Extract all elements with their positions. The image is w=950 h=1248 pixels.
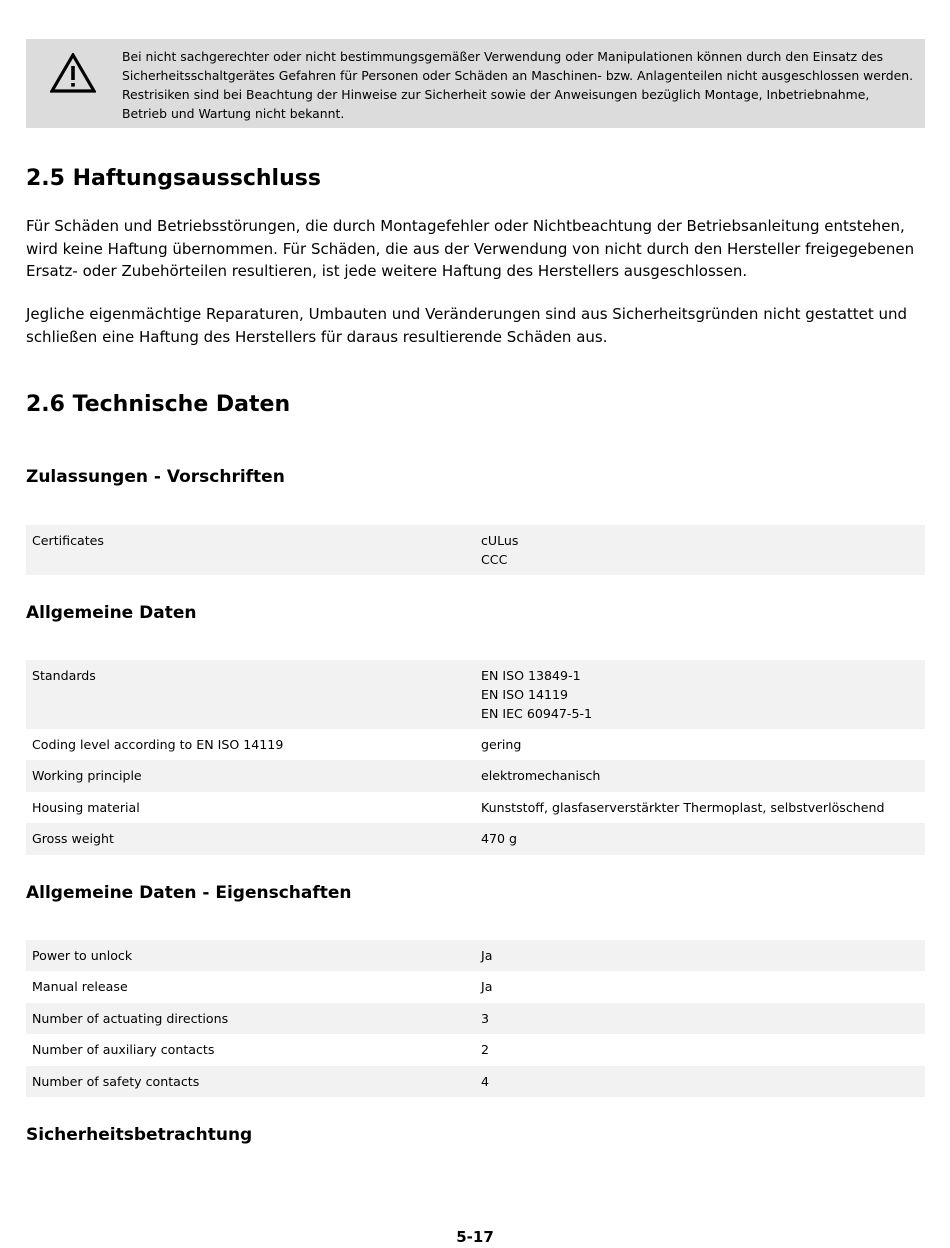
row-key: Manual release bbox=[32, 979, 128, 995]
warning-text bbox=[122, 47, 919, 123]
row-value: gering bbox=[481, 737, 522, 752]
table-row bbox=[26, 1034, 925, 1065]
table-row bbox=[26, 823, 925, 854]
disclaimer-paragraph-1: Für Schäden und Betriebsstörungen, die durch Montagefehler oder Nichtbeachtung der Betriebsanleitung entstehen, wird keine Haftung übernommen. Für Schäden, die aus der Verwendung von nicht durch den Hersteller freigegebenen Ersatz- oder Zubehörteilen resultieren, ist jede weitere Haftung des Herstellers ausgeschlossen. bbox=[26, 217, 915, 280]
table-row bbox=[26, 660, 925, 729]
table-row bbox=[26, 1003, 925, 1034]
page-number: 5-17 bbox=[456, 1228, 494, 1246]
warning-line: Bei nicht sachgerechter oder nicht bestimmungsgemäßer Verwendung oder Manipulationen können durch den Einsatz des bbox=[122, 49, 884, 64]
row-value: Ja bbox=[481, 948, 493, 963]
row-key: Housing material bbox=[32, 799, 140, 815]
row-key: Gross weight bbox=[32, 831, 114, 847]
table-row bbox=[26, 940, 925, 971]
general-data-heading: Allgemeine Daten bbox=[26, 603, 197, 623]
row-value: 4 bbox=[481, 1073, 490, 1089]
row-key: Number of actuating directions bbox=[32, 1010, 229, 1026]
row-value bbox=[475, 525, 925, 575]
row-key: Number of auxiliary contacts bbox=[32, 1042, 215, 1058]
table-row bbox=[26, 1066, 925, 1097]
properties-heading: Allgemeine Daten - Eigenschaften bbox=[26, 883, 352, 903]
row-key: Standards bbox=[32, 668, 96, 683]
value-line: cULus bbox=[481, 533, 519, 548]
approvals-heading: Zulassungen - Vorschriften bbox=[26, 467, 285, 487]
document-page bbox=[26, 39, 925, 1145]
value-line: EN ISO 13849-1 bbox=[481, 668, 581, 683]
table-row bbox=[26, 792, 925, 823]
warning-box bbox=[26, 39, 925, 128]
properties-table bbox=[26, 940, 925, 1097]
section-2-5-title: 2.5 Haftungsausschluss bbox=[26, 166, 321, 191]
table-row bbox=[26, 971, 925, 1002]
safety-heading: Sicherheitsbetrachtung bbox=[26, 1125, 253, 1145]
row-key: Number of safety contacts bbox=[32, 1073, 200, 1089]
row-value: 3 bbox=[481, 1010, 490, 1026]
general-data-table bbox=[26, 660, 925, 855]
row-value: 470 g bbox=[481, 831, 518, 847]
warning-triangle-icon bbox=[50, 53, 96, 93]
row-key: Working principle bbox=[32, 768, 142, 784]
row-key: Certificates bbox=[32, 533, 104, 548]
row-value: Kunststoff, glasfaserverstärkter Thermoplast, selbstverlöschend bbox=[481, 799, 885, 815]
warning-line: Betrieb und Wartung nicht bekannt. bbox=[122, 106, 345, 121]
value-line: CCC bbox=[481, 552, 508, 567]
table-row bbox=[26, 760, 925, 791]
disclaimer-paragraph-2: Jegliche eigenmächtige Reparaturen, Umbauten und Veränderungen sind aus Sicherheitsgründen nicht gestattet und schließen eine Haftung des Herstellers für daraus resultierende Schäden aus. bbox=[26, 305, 908, 346]
row-value: 2 bbox=[481, 1042, 490, 1058]
row-value: Ja bbox=[481, 979, 493, 995]
value-line: EN ISO 14119 bbox=[481, 687, 569, 702]
value-line: EN IEC 60947-5-1 bbox=[481, 706, 593, 721]
row-value: elektromechanisch bbox=[481, 768, 601, 784]
row-key: Power to unlock bbox=[32, 948, 133, 963]
section-2-6-title: 2.6 Technische Daten bbox=[26, 392, 291, 417]
row-value bbox=[475, 660, 925, 729]
table-row bbox=[26, 729, 925, 760]
row-key: Coding level according to EN ISO 14119 bbox=[32, 737, 284, 752]
table-row bbox=[26, 525, 925, 575]
approvals-table bbox=[26, 525, 925, 575]
warning-line: Sicherheitsschaltgerätes Gefahren für Personen oder Schäden an Maschinen- bzw. Anlagenteilen nicht ausgeschlossen werden. bbox=[122, 68, 914, 83]
warning-line: Restrisiken sind bei Beachtung der Hinweise zur Sicherheit sowie der Anweisungen bezüglich Montage, Inbetriebnahme, bbox=[122, 87, 870, 102]
